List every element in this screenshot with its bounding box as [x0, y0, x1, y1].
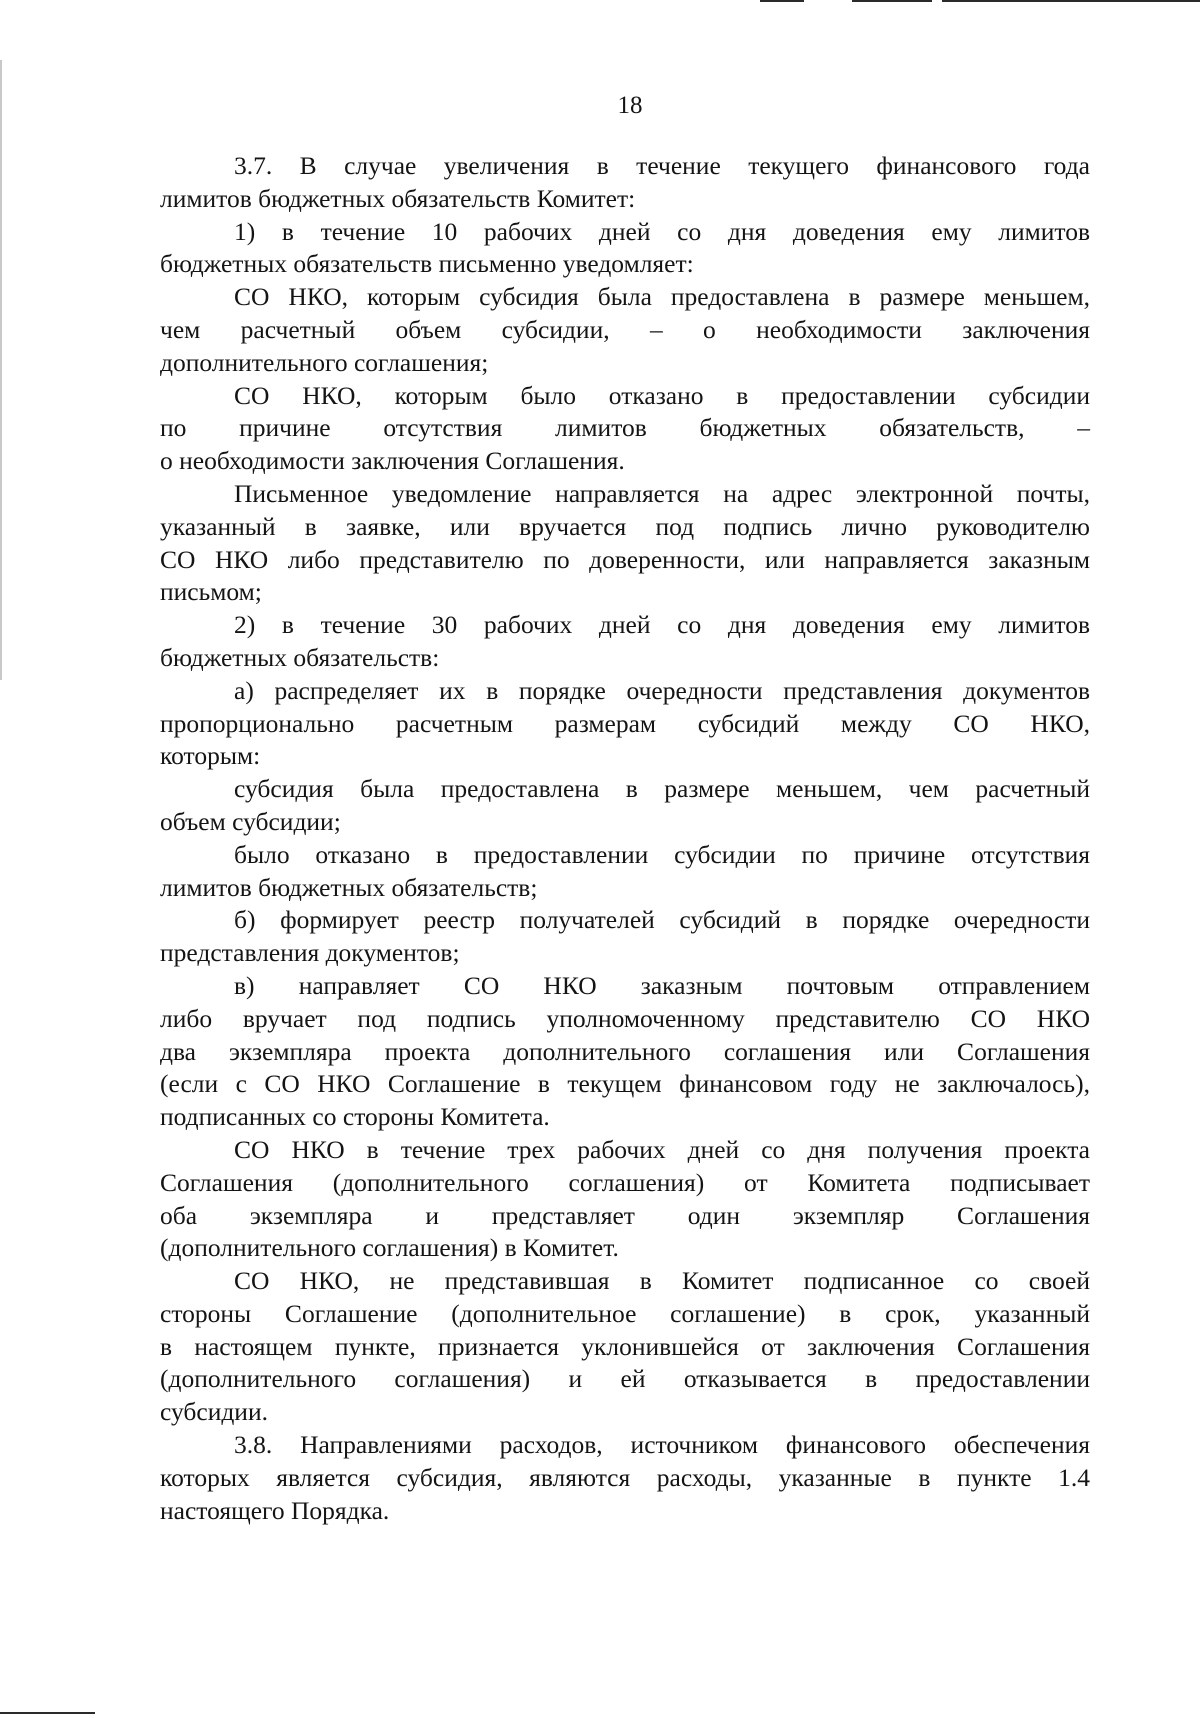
text-line: СО НКО, которым субсидия была предоставлена в размере меньшем, [234, 282, 1090, 312]
text-line: пропорционально расчетным размерам субсидий между СО НКО, [160, 708, 1090, 738]
text-line: СО НКО, не представившая в Комитет подписанное со своей [234, 1266, 1090, 1296]
text-line: Письменное уведомление направляется на адрес электронной почты, [234, 478, 1090, 508]
text-line: (дополнительного соглашения) и ей отказывается в предоставлении [160, 1364, 1090, 1394]
text-line: письмом; [160, 577, 262, 607]
page-number: 18 [617, 92, 643, 119]
text-line: (если с СО НКО Соглашение в текущем финансовом году не заключалось), [160, 1069, 1090, 1099]
text-line: в) направляет СО НКО заказным почтовым отправлением [234, 970, 1090, 1000]
text-line: которым: [160, 741, 261, 771]
text-line: СО НКО либо представителю по доверенности, или направляется заказным [160, 544, 1090, 574]
text-line: указанный в заявке, или вручается под подпись лично руководителю [160, 511, 1090, 541]
text-line: (дополнительного соглашения) в Комитет. [160, 1233, 619, 1263]
text-line: оба экземпляра и представляет один экземпляр Соглашения [160, 1200, 1090, 1230]
scan-left-edge [0, 60, 2, 680]
text-line: лимитов бюджетных обязательств Комитет: [160, 183, 636, 213]
text-line: бюджетных обязательств письменно уведомляет: [160, 249, 694, 279]
text-line: бюджетных обязательств: [160, 642, 440, 672]
text-line: настоящего Порядка. [160, 1495, 390, 1525]
scan-bottom-line [0, 1712, 95, 1714]
text-line: стороны Соглашение (дополнительное соглашение) в срок, указанный [160, 1298, 1090, 1328]
text-line: 1) в течение 10 рабочих дней со дня доведения ему лимитов [234, 216, 1090, 246]
text-line: а) распределяет их в порядке очередности представления документов [234, 675, 1090, 705]
text-line: субсидии. [160, 1397, 268, 1427]
text-line: было отказано в предоставлении субсидии по причине отсутствия [234, 839, 1090, 869]
text-line: чем расчетный объем субсидии, – о необходимости заключения [160, 314, 1090, 344]
text-line: представления документов; [160, 938, 460, 968]
text-line: дополнительного соглашения; [160, 347, 489, 377]
text-line: СО НКО в течение трех рабочих дней со дня получения проекта [234, 1134, 1090, 1164]
document-body [160, 150, 1090, 1527]
text-line: подписанных со стороны Комитета. [160, 1102, 550, 1132]
text-line: либо вручает под подпись уполномоченному представителю СО НКО [160, 1003, 1090, 1033]
text-line: Соглашения (дополнительного соглашения) от Комитета подписывает [160, 1167, 1090, 1197]
text-line: б) формирует реестр получателей субсидий в порядке очередности [234, 905, 1090, 935]
text-line: о необходимости заключения Соглашения. [160, 446, 625, 476]
text-line: субсидия была предоставлена в размере меньшем, чем расчетный [234, 774, 1090, 804]
text-line: объем субсидии; [160, 806, 341, 836]
text-line: 3.7. В случае увеличения в течение текущего финансового года [234, 151, 1090, 180]
scan-top-lines [760, 0, 1200, 2]
text-line: СО НКО, которым было отказано в предоставлении субсидии [234, 380, 1090, 410]
text-line: два экземпляра проекта дополнительного соглашения или Соглашения [160, 1036, 1090, 1066]
text-line: в настоящем пункте, признается уклонившейся от заключения Соглашения [160, 1331, 1090, 1361]
text-line: по причине отсутствия лимитов бюджетных обязательств, – [160, 413, 1090, 443]
text-line: которых является субсидия, являются расходы, указанные в пункте 1.4 [160, 1462, 1090, 1492]
text-line: лимитов бюджетных обязательств; [160, 872, 538, 902]
text-line: 3.8. Направлениями расходов, источником финансового обеспечения [234, 1430, 1090, 1460]
text-line: 2) в течение 30 рабочих дней со дня доведения ему лимитов [234, 610, 1090, 640]
